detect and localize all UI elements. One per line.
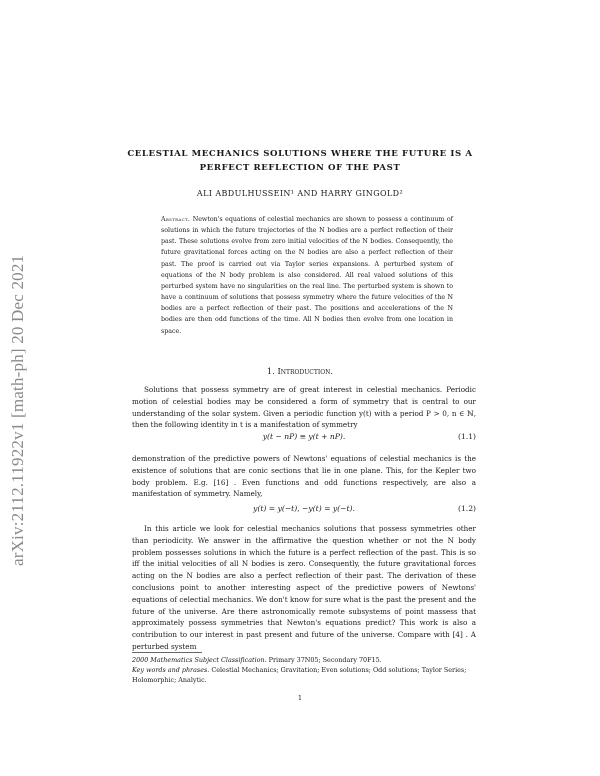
msc-label: 2000 Mathematics Subject Classification. <box>132 656 267 664</box>
equation-math: y(t) = y(−t), −y(t) = y(−t). <box>253 504 355 513</box>
paper-title: CELESTIAL MECHANICS SOLUTIONS WHERE THE FUTURE IS A PERFECT REFLECTION OF THE PAST <box>127 149 473 173</box>
equation-number: (1.2) <box>457 504 476 513</box>
equation-1-1 <box>132 432 476 444</box>
section-number: 1. <box>266 366 275 376</box>
paragraph-text: In this article we look for celestial mechanics solutions that possess symmetries other than periodicity. We answer in the affirmative the question whether or not the N body problem possesses solutions in which the future is a perfect reflection of the past. This is so iff the initial velocities of all N bodies is zero. Consequently, the future gravitational forces acting on the N bodies are also a perfect reflection of their past. The derivation of these conclusions point to another interesting aspect of the predictive powers of Newtons' equations of celectial mechanics. We don't know for sure what is the past the present and the future of the universe. Are there astronomically remote subsystems of point massess that approximately possess symmetries that Newton's equations predict? This work is also a contribution to our interest in past present and future of the universe. Compare with [4] . A perturbed system <box>132 524 476 651</box>
abstract <box>161 214 453 337</box>
intro-paragraph-2 <box>132 453 476 500</box>
section-heading <box>110 366 490 376</box>
equation-math: y(t − nP) ≡ y(t + nP). <box>262 432 346 441</box>
footnote-divider <box>132 652 202 653</box>
footnotes <box>132 655 476 686</box>
keywords-text: Celestial Mechanics; Gravitation; Even solutions; Odd solutions; Taylor Series; Holomorphic; Analytic. <box>132 666 467 685</box>
authors-line: ALI ABDULHUSSEIN¹ AND HARRY GINGOLD² <box>196 189 404 198</box>
equation-1-2 <box>132 504 476 516</box>
msc-text: Primary 37N05; Secondary 70F15. <box>268 656 382 664</box>
intro-paragraph-3 <box>132 523 476 653</box>
abstract-text: Newton's equations of celestial mechanics are shown to possess a continuum of solutions in which the future trajectories of the N bodies are a perfect reflection of their past. These solutions evolve from zero initial velocities of the N bodies. Consequently, the future gravitational forces acting on the N bodies are also a perfect reflection of their past. The proof is carried out via Taylor series expansions. A perturbed system of equations of the N body problem is also considered. All real valued solutions of this perturbed system have no singularities on the real line. The perturbed system is shown to have a continuum of solutions that possess symmetry where the future velocities of the N bodies are a perfect reflection of their past. The positions and accelerations of the N bodies are then odd functions of the time. All N bodies then evolve from one location in space. <box>161 216 453 335</box>
keywords-footnote <box>132 665 476 685</box>
abstract-label: Abstract. <box>161 216 191 223</box>
paragraph-text: Solutions that possess symmetry are of great interest in celestial mechanics. Periodic motion of celestial bodies may be considered a form of symmetry that is central to our understanding of the solar system. Given a periodic function y(t) with a period P > 0, n ∈ ℕ, then the following identity in t is a manifestation of symmetry <box>132 385 476 430</box>
equation-number: (1.1) <box>457 432 476 441</box>
keywords-label: Key words and phrases. <box>132 666 210 675</box>
section-title: Introduction. <box>277 366 334 376</box>
paragraph-text: demonstration of the predictive powers of Newtons' equations of celestial mechanics is the existence of solutions that are conic sections that lie in one plane. This, for the Kepler two body problem. E.g. [16] . Even functions and odd functions respectively, are also a manifestation of symmetry. Namely, <box>132 454 476 499</box>
page-number: 1 <box>297 694 303 702</box>
msc-footnote <box>132 655 476 665</box>
intro-paragraph-1 <box>132 384 476 431</box>
arxiv-identifier-stamp: arXiv:2112.11922v1 [math-ph] 20 Dec 2021 <box>8 254 27 566</box>
